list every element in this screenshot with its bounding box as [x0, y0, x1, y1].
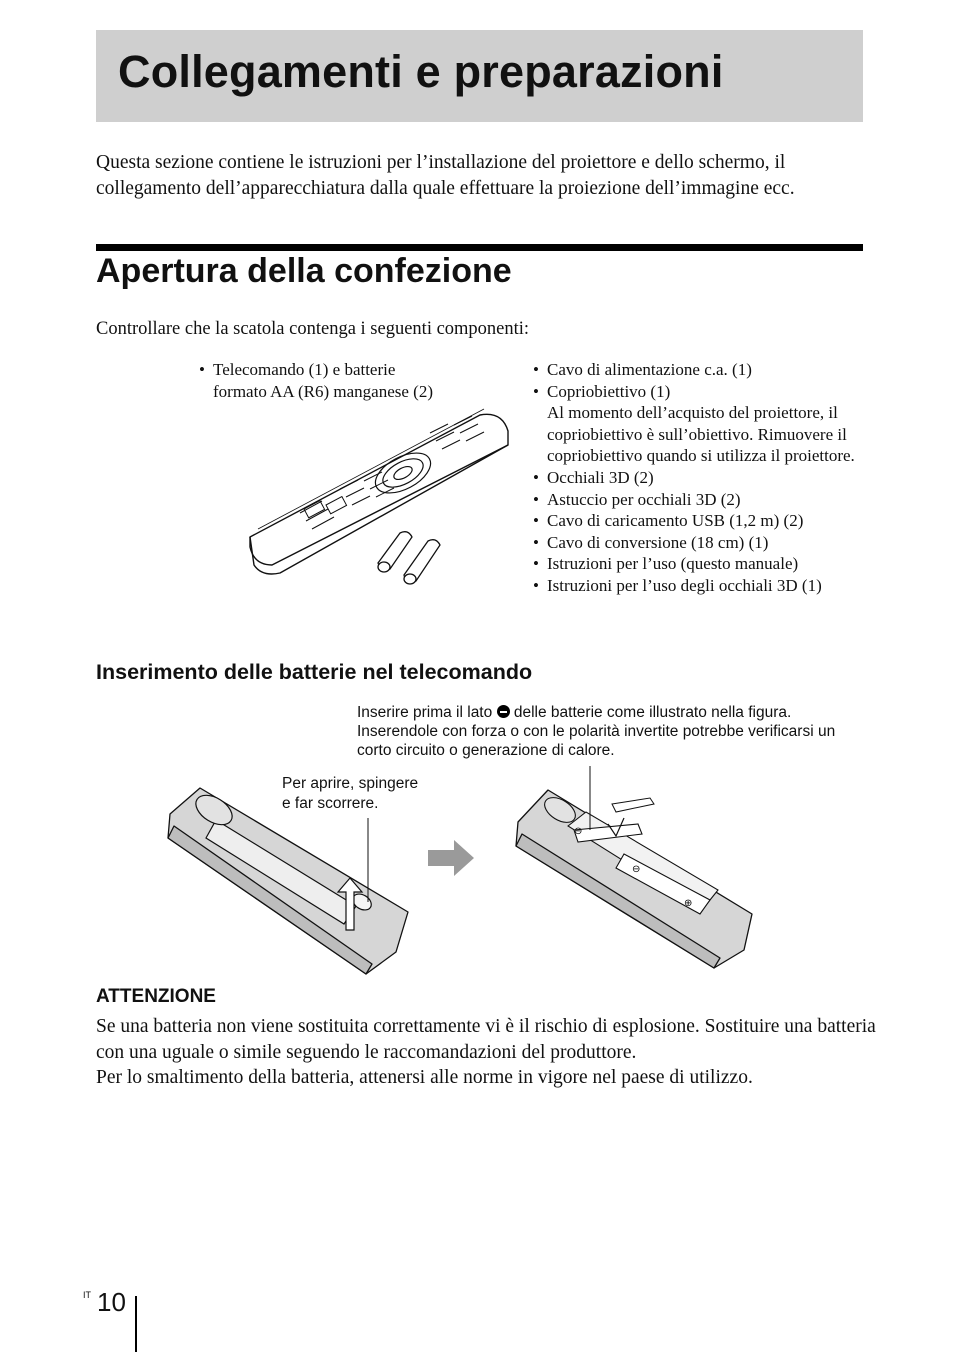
page-title: Collegamenti e preparazioni: [118, 46, 724, 97]
intro-paragraph: Questa sezione contiene le istruzioni per l’installazione del proiettore e dello schermo, il collegamento dell’apparecchiatura dalla quale effettuare la proiezione dell’immagine ecc.: [96, 152, 795, 199]
warning-title: ATTENZIONE: [96, 986, 216, 1007]
list-item-note: Al momento dell’acquisto del proiettore, il copriobiettivo è sull’obiettivo. Rimuovere il copriobiettivo quando si utilizza il proiettore.: [547, 403, 855, 466]
list-item: • Cavo di caricamento USB (1,2 m) (2): [533, 510, 863, 532]
step-arrow-icon: [428, 840, 476, 876]
contents-lead: Controllare che la scatola contenga i seguenti componenti:: [96, 319, 530, 339]
page-marker-line: [135, 1296, 137, 1352]
open-cover-callout: Per aprire, spingere e far scorrere.: [282, 775, 419, 812]
list-item: • Copriobiettivo (1): [533, 381, 863, 403]
warning-text: Se una batteria non viene sostituita correttamente vi è il rischio di esplosione. Sostituire una batteria con una uguale o simile seguendo le raccomandazioni del produttore. Per lo smaltimento della batteria, attenersi alle norme in vigore nel paese di utilizzo.: [96, 1016, 876, 1088]
list-item: • Astuccio per occhiali 3D (2): [533, 489, 863, 511]
list-item: • Cavo di conversione (18 cm) (1): [533, 532, 863, 554]
remote-back-cover-illustration: [160, 780, 420, 980]
svg-text:⊖: ⊖: [574, 826, 583, 837]
list-item: • Cavo di alimentazione c.a. (1): [533, 359, 863, 381]
title-banner: [96, 30, 863, 122]
battery-heading: Inserimento delle batterie nel telecomando: [96, 660, 533, 684]
list-item: • Occhiali 3D (2): [533, 467, 863, 489]
battery-polarity-callout: Inserire prima il lato delle batterie come illustrato nella figura. Inserendole con forza o con le polarità invertite potrebbe verificarsi un corto circuito o generazione di calore.: [357, 704, 836, 759]
section-rule: [96, 244, 863, 251]
section-heading: Apertura della confezione: [96, 252, 512, 290]
minus-polarity-icon: [497, 705, 510, 718]
page-language: IT: [83, 1290, 91, 1300]
battery-compartment-illustration: [512, 764, 762, 970]
contents-list-left: [199, 359, 433, 402]
svg-text:⊖: ⊖: [632, 864, 641, 875]
list-item: • Istruzioni per l’uso degli occhiali 3D (1): [533, 575, 863, 597]
contents-list-right: [533, 359, 863, 597]
list-item: • Istruzioni per l’uso (questo manuale): [533, 553, 863, 575]
svg-text:⊕: ⊕: [684, 898, 693, 909]
list-item: • Telecomando (1) e batterie formato AA (R6) manganese (2): [199, 359, 433, 402]
page-number: 10: [97, 1287, 126, 1317]
remote-and-batteries-illustration: [240, 405, 520, 590]
